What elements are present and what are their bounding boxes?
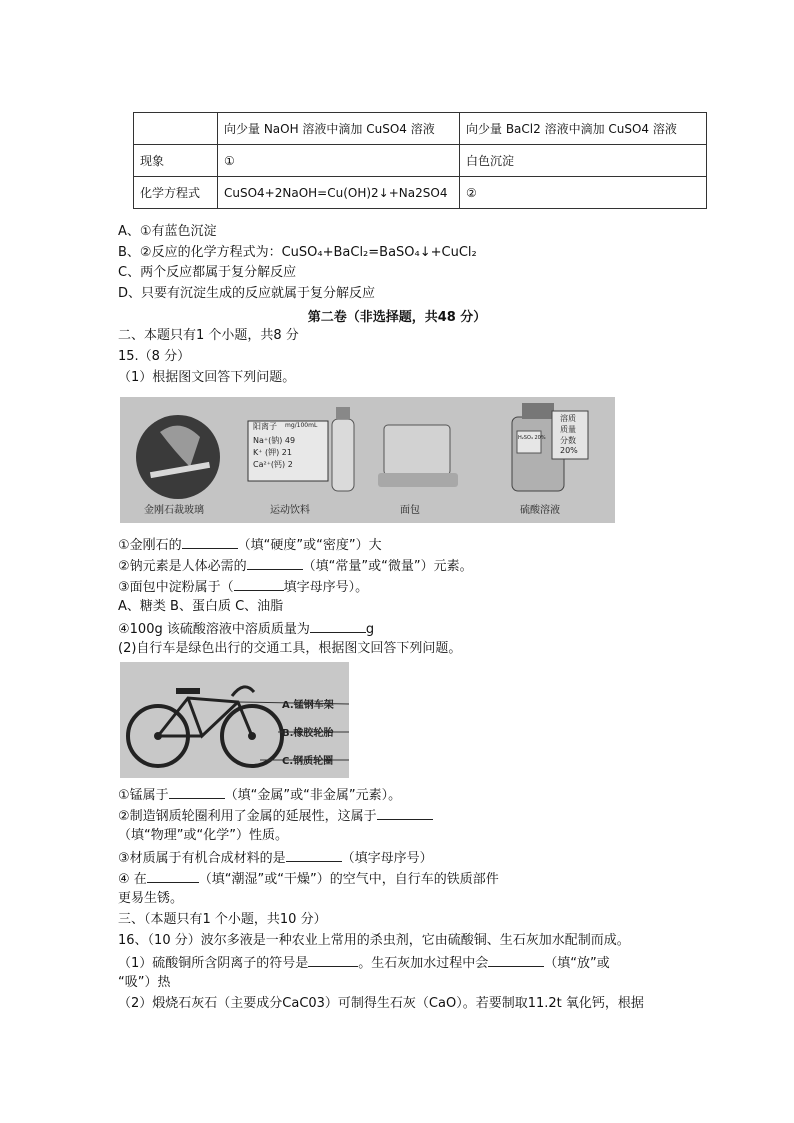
answer-blank[interactable] (247, 556, 303, 570)
table-cell: ① (218, 145, 460, 177)
q15-p2-item-2: ②制造钢质轮圈利用了金属的延展性，这属于 (118, 806, 433, 826)
photo-caption: 硫酸溶液 (520, 505, 560, 516)
answer-blank[interactable] (488, 953, 544, 967)
drink-label-line: K⁺ (钾) 21 (253, 448, 292, 457)
table-row-label: 现象 (134, 145, 218, 177)
photo-caption: 运动饮料 (270, 505, 310, 516)
question-16: 16、（10 分）波尔多液是一种农业上常用的杀虫剂，它由硫酸铜、生石灰加水配制而成。 (118, 933, 630, 948)
section-heading: 二、本题只有1 个小题，共8 分 (118, 328, 299, 343)
table-cell: 白色沉淀 (460, 145, 707, 177)
q15-p2-item-2-cont: （填“物理”或“化学”）性质。 (118, 828, 288, 843)
table-row-label: 化学方程式 (134, 177, 218, 209)
answer-blank[interactable] (286, 848, 342, 862)
table-cell: CuSO4+2NaOH=Cu(OH)2↓+Na2SO4 (218, 177, 460, 209)
section-title: 第二卷（非选择题，共48 分） (307, 310, 487, 325)
q15-p2-item-4-cont: 更易生锈。 (118, 891, 184, 906)
q16-part-1-cont: “吸”）热 (118, 975, 171, 990)
acid-bottle-label: 质量 (560, 425, 576, 434)
answer-blank[interactable] (182, 535, 238, 549)
table-row (134, 113, 707, 145)
acid-bottle-label: 20% (560, 446, 578, 455)
q15-p2-item-3: ③材质属于有机合成材料的是 （填字母序号） (118, 848, 433, 868)
option-a: A、①有蓝色沉淀 (118, 224, 217, 239)
answer-blank[interactable] (169, 785, 225, 799)
bicycle-label: A.锰钢车架 (282, 700, 334, 711)
table-col-header: 向少量 NaOH 溶液中滴加 CuSO4 溶液 (218, 113, 460, 145)
q15-item-4: ④100g 该硫酸溶液中溶质质量为 g (118, 619, 374, 639)
bicycle-label: B.橡胶轮胎 (282, 728, 334, 739)
table-col-header: 向少量 BaCl2 溶液中滴加 CuSO4 溶液 (460, 113, 707, 145)
bicycle-label: C.钢质轮圈 (282, 756, 334, 767)
answer-blank[interactable] (377, 806, 433, 820)
q15-item-1: ①金刚石的 （填“硬度”或“密度”）大 (118, 535, 382, 555)
q15-p2-item-4: ④ 在 （填“潮湿”或“干燥”）的空气中，自行车的铁质部件 (118, 869, 499, 889)
q15-p2-item-1: ①锰属于 （填“金属”或“非金属”元素）。 (118, 785, 401, 805)
drink-label-title: 阳离子 (253, 422, 277, 431)
answer-blank[interactable] (308, 953, 358, 967)
acid-bottle-label: 溶质 (560, 414, 576, 423)
answer-blank[interactable] (147, 869, 199, 883)
question-part: （1）根据图文回答下列问题。 (118, 370, 296, 385)
q15-item-3: ③面包中淀粉属于（ 填字母序号）。 (118, 577, 368, 597)
photo-caption: 金刚石裁玻璃 (144, 505, 204, 516)
section-heading: 三、（本题只有1 个小题，共10 分） (118, 912, 327, 927)
answer-blank[interactable] (234, 577, 284, 591)
q15-item-2: ②钠元素是人体必需的 （填“常量”或“微量”）元素。 (118, 556, 473, 576)
option-c: C、两个反应都属于复分解反应 (118, 265, 297, 280)
drink-label-line: Na⁺(钠) 49 (253, 436, 296, 445)
acid-bottle-label: 分数 (560, 436, 576, 445)
table-row (134, 177, 707, 209)
drink-label-line: Ca²⁺(钙) 2 (253, 460, 293, 469)
question-number: 15.（8 分） (118, 349, 191, 364)
materials-photo (120, 397, 615, 523)
table-cell-empty (134, 113, 218, 145)
q16-part-1: （1）硫酸铜所含阴离子的符号是 。生石灰加水过程中会 （填“放”或 (118, 953, 610, 973)
option-b: B、②反应的化学方程式为：CuSO₄+BaCl₂=BaSO₄↓+CuCl₂ (118, 245, 477, 260)
acid-bottle-tag: H₂SO₄ 20% (518, 435, 546, 441)
q15-item-3-options: A、糖类 B、蛋白质 C、油脂 (118, 599, 284, 614)
q15-part-2: (2)自行车是绿色出行的交通工具，根据图文回答下列问题。 (118, 641, 462, 656)
bicycle-photo (120, 662, 349, 778)
photo-caption: 面包 (400, 505, 420, 516)
answer-blank[interactable] (310, 619, 366, 633)
table-row (134, 145, 707, 177)
q16-part-2: （2）煅烧石灰石（主要成分CaC03）可制得生石灰（CaO）。若要制取11.2t 氧化钙，根据 (118, 996, 644, 1011)
table-cell: ② (460, 177, 707, 209)
observation-table (133, 112, 707, 209)
drink-label-unit: mg/100mL (285, 422, 318, 429)
option-d: D、只要有沉淀生成的反应就属于复分解反应 (118, 286, 376, 301)
